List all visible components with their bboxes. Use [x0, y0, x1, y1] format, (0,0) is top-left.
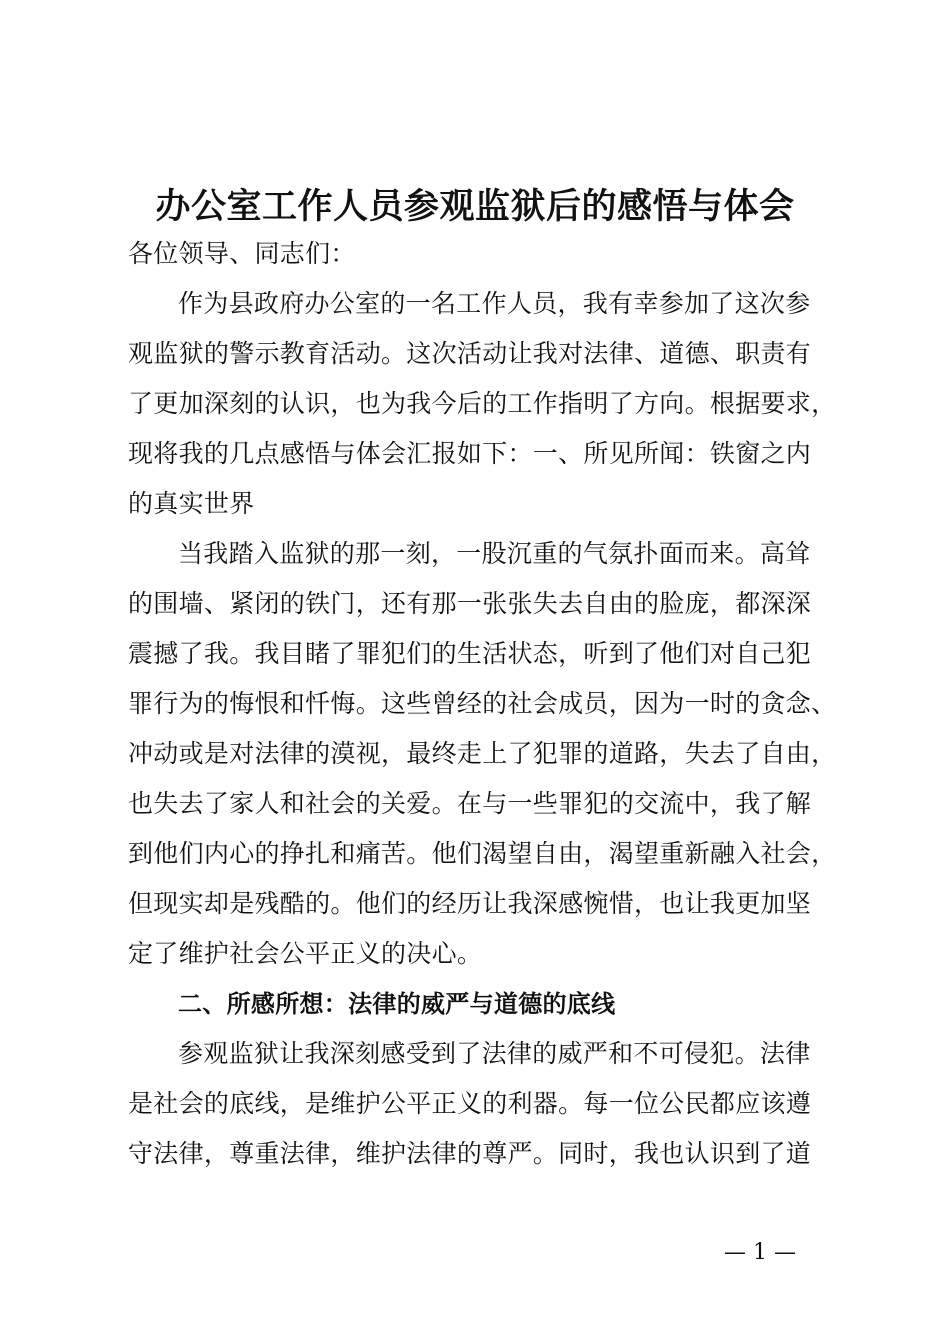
page-number: — 1 —: [724, 1240, 796, 1265]
salutation: 各位领导、同志们：: [128, 239, 356, 268]
paragraph-line: 罪行为的悔恨和忏悔。这些曾经的社会成员，因为一时的贪念、: [128, 689, 837, 718]
paragraph-line: 的真实世界: [128, 489, 255, 518]
paragraph-line: 是社会的底线，是维护公平正义的利器。每一位公民都应该遵: [128, 1089, 812, 1118]
paragraph-line: 现将我的几点感悟与体会汇报如下：一、所见所闻：铁窗之内: [128, 439, 812, 468]
paragraph-line: 了更加深刻的认识，也为我今后的工作指明了方向。根据要求，: [128, 389, 837, 418]
section-heading: 二、所感所想：法律的威严与道德的底线: [178, 990, 616, 1018]
paragraph-line: 守法律，尊重法律，维护法律的尊严。同时，我也认识到了道: [128, 1139, 812, 1168]
paragraph-line: 参观监狱让我深刻感受到了法律的威严和不可侵犯。法律: [178, 1039, 811, 1068]
paragraph-line: 冲动或是对法律的漠视，最终走上了犯罪的道路，失去了自由，: [128, 739, 837, 768]
paragraph-line: 但现实却是残酷的。他们的经历让我深感惋惜，也让我更加坚: [128, 889, 812, 918]
paragraph-line: 作为县政府办公室的一名工作人员，我有幸参加了这次参: [178, 289, 811, 318]
paragraph-line: 观监狱的警示教育活动。这次活动让我对法律、道德、职责有: [128, 339, 812, 368]
paragraph-line: 定了维护社会公平正义的决心。: [128, 939, 483, 968]
paragraph-line: 到他们内心的挣扎和痛苦。他们渴望自由，渴望重新融入社会，: [128, 839, 837, 868]
paragraph-line: 当我踏入监狱的那一刻，一股沉重的气氛扑面而来。高耸: [178, 539, 811, 568]
paragraph-line: 的围墙、紧闭的铁门，还有那一张张失去自由的脸庞，都深深: [128, 589, 812, 618]
paragraph-line: 也失去了家人和社会的关爱。在与一些罪犯的交流中，我了解: [128, 789, 812, 818]
paragraph-line: 震撼了我。我目睹了罪犯们的生活状态，听到了他们对自己犯: [128, 639, 812, 668]
document-title: 办公室工作人员参观监狱后的感悟与体会: [155, 187, 795, 227]
